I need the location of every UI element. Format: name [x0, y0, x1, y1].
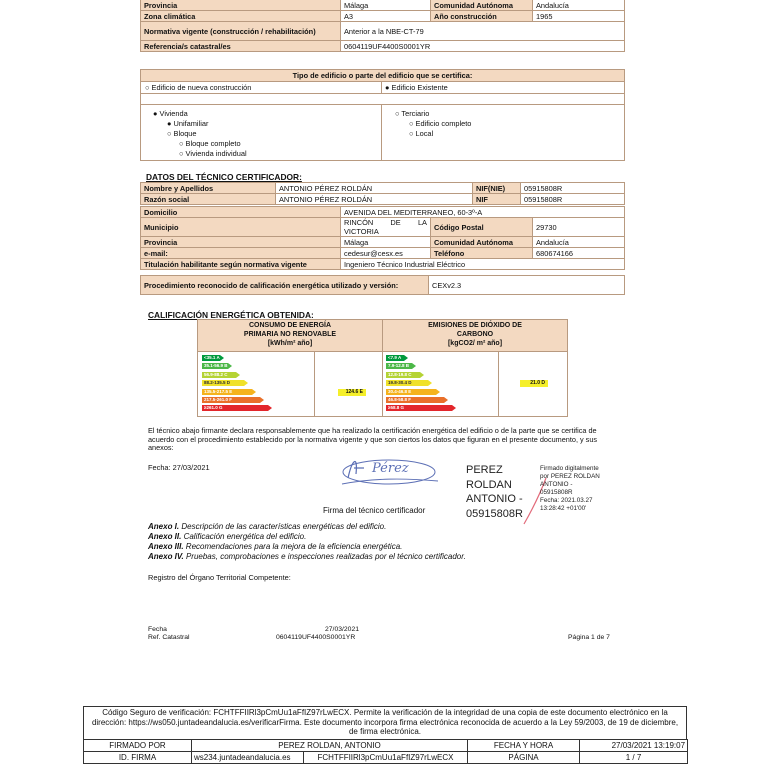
- building-data-table: [140, 0, 625, 52]
- referencia-value: 0604119UF4400S0001YR: [341, 41, 625, 52]
- verification-text: Código Seguro de verificación: FCHTFFIIRl3pCmUu1aFfIZ97rLwECX. Permite la verificación de la integridad de una copia de este documento electrónico en la dirección: https://ws050.juntadeandalucia.es/verificarFirma. Este documento incorpora firma electrónica reconocida de acuerdo a la Ley 59/2003, de 19 de diciembre, de firma electrónica.: [91, 708, 679, 736]
- digital-sign-line: 05915808R: [540, 489, 573, 496]
- consumo-unit: [kWh/m² año]: [267, 340, 313, 347]
- rating-grade-bar: 35.1-56.9 B: [204, 363, 228, 369]
- rating-grade-bar: 217.5-261.0 F: [202, 397, 260, 403]
- building-type-box: [140, 69, 625, 161]
- signer-line: 05915808R: [466, 507, 523, 520]
- municipio-label: Municipio: [141, 218, 341, 237]
- anexos-list: [148, 522, 466, 562]
- razon-label: Razón social: [141, 194, 276, 205]
- domicilio-value: AVENIDA DEL MEDITERRANEO, 60-3º-A: [341, 207, 625, 218]
- option-edificio-completo: ○ Edificio completo: [409, 119, 472, 128]
- id-firma-value: ws234.juntadeandalucia.es: [192, 752, 304, 764]
- normativa-value: Anterior a la NBE-CT-79: [341, 22, 625, 41]
- firmado-label: FIRMADO POR: [84, 740, 192, 752]
- comunidad-value: Andalucía: [533, 0, 625, 11]
- rating-grade-bar: 7.9-12.8 B: [386, 363, 412, 369]
- anio-value: 1965: [533, 11, 625, 22]
- rating-grade-bar: 135.5-217.5 E: [202, 389, 252, 395]
- emisiones-header-line1: EMISIONES DE DIÓXIDO DE: [428, 322, 522, 329]
- nombre-value: ANTONIO PÉREZ ROLDÁN: [276, 183, 473, 194]
- consumo-header-line2: PRIMARIA NO RENOVABLE: [243, 331, 337, 338]
- option-existente: ● Edificio Existente: [385, 83, 448, 92]
- tecnico-section-title: DATOS DEL TÉCNICO CERTIFICADOR:: [146, 172, 302, 182]
- titulacion-label: Titulación habilitante según normativa vigente: [141, 259, 341, 270]
- zona-value: A3: [341, 11, 431, 22]
- divider: [382, 320, 383, 416]
- rating-grade-bar: ≥261.0 G: [202, 405, 268, 411]
- rating-grade-bar: 30.4-46.8 E: [386, 389, 436, 395]
- signature-info-table: [83, 739, 688, 764]
- consumo-rating-marker: 124.6 E: [338, 389, 366, 396]
- footer-ref-value: 0604119UF4400S0001YR: [276, 634, 356, 641]
- email-value: cedesur@cesx.es: [341, 248, 431, 259]
- building-type-header: Tipo de edificio o parte del edificio que se certifica:: [141, 70, 624, 82]
- option-bloque-completo: ○ Bloque completo: [179, 139, 241, 148]
- comunidad-tec-label: Comunidad Autónoma: [431, 237, 533, 248]
- referencia-label: Referencia/s catastral/es: [141, 41, 341, 52]
- option-local: ○ Local: [409, 129, 434, 138]
- fecha-hora-label: FECHA Y HORA: [468, 740, 580, 752]
- building-new-row: [141, 82, 624, 94]
- consumo-scale: [202, 355, 312, 415]
- option-unifamiliar: ● Unifamiliar: [167, 119, 209, 128]
- rating-grade-bar: 56.9-88.2 C: [202, 372, 236, 378]
- comunidad-tec-value: Andalucía: [533, 237, 625, 248]
- anexo-item: Anexo II. Calificación energética del edificio.: [148, 532, 307, 541]
- pagina-value: 1 / 7: [580, 752, 688, 764]
- rating-grade-bar: 12.8-19.8 C: [386, 372, 420, 378]
- divider: [198, 351, 567, 352]
- id-firma-label: ID. FIRMA: [84, 752, 192, 764]
- nif-label: NIF: [473, 194, 521, 205]
- digital-sign-line: ANTONIO -: [540, 481, 573, 488]
- cp-label: Código Postal: [431, 218, 533, 237]
- telefono-value: 680674166: [533, 248, 625, 259]
- rating-grade-bar: <35.1 A: [204, 355, 220, 360]
- anio-label: Año construcción: [431, 11, 533, 22]
- procedimiento-table: [140, 275, 625, 295]
- option-vivienda-individual: ○ Vivienda individual: [179, 149, 247, 158]
- provincia-label: Provincia: [141, 0, 341, 11]
- rating-grade-bar: 88.2-135.5 D: [202, 380, 244, 386]
- divider: [381, 105, 382, 160]
- digital-sign-line: por PEREZ ROLDAN: [540, 473, 600, 480]
- rating-grade-bar: 19.8-30.4 D: [386, 380, 428, 386]
- domicilio-label: Domicilio: [141, 207, 341, 218]
- footer-fecha-value: 27/03/2021: [325, 626, 360, 633]
- footer-page: Página 1 de 7: [568, 634, 610, 641]
- anexo-item: Anexo I. Descripción de las características energéticas del edificio.: [148, 522, 387, 531]
- consumo-header-line1: CONSUMO DE ENERGÍA: [248, 322, 332, 329]
- signer-name-block: [466, 463, 523, 521]
- calificacion-section-title: CALIFICACIÓN ENERGÉTICA OBTENIDA:: [148, 310, 314, 320]
- tecnico-table-2: [140, 206, 625, 270]
- digital-sign-line: 13:28:42 +01'00': [540, 505, 587, 512]
- nifnie-label: NIF(NIE): [473, 183, 521, 194]
- emisiones-header-line2: CARBONO: [456, 331, 494, 338]
- consumo-header: [198, 320, 382, 351]
- provincia-value: Málaga: [341, 0, 431, 11]
- pagina-label: PÁGINA: [468, 752, 580, 764]
- titulacion-value: Ingeniero Técnico Industrial Eléctrico: [341, 259, 625, 270]
- building-spacer-row: [141, 94, 624, 105]
- provincia-tec-label: Provincia: [141, 237, 341, 248]
- divider: [314, 352, 315, 416]
- firmado-value: PEREZ ROLDAN, ANTONIO: [192, 740, 468, 752]
- verification-box: [83, 706, 687, 740]
- municipio-value: RINCÓN DE LA VICTORIA: [341, 218, 431, 237]
- firma-label: Firma del técnico certificador: [323, 506, 426, 515]
- email-label: e-mail:: [141, 248, 341, 259]
- provincia-tec-value: Málaga: [341, 237, 431, 248]
- normativa-label: Normativa vigente (construcción / rehabilitación): [141, 22, 341, 41]
- emisiones-rating-marker: 21.0 D: [520, 380, 548, 387]
- option-nueva: ○ Edificio de nueva construcción: [145, 83, 252, 92]
- digital-sign-line: Fecha: 2021.03.27: [540, 497, 593, 504]
- comunidad-label: Comunidad Autónoma: [431, 0, 533, 11]
- signer-line: ANTONIO -: [466, 493, 523, 505]
- emisiones-scale: [386, 355, 496, 415]
- cp-value: 29730: [533, 218, 625, 237]
- rating-grade-bar: <7.9 A: [386, 355, 404, 361]
- razon-value: ANTONIO PÉREZ ROLDÁN: [276, 194, 473, 205]
- signer-line: ROLDAN: [466, 478, 512, 491]
- digital-sign-block: [540, 465, 600, 513]
- anexo-item: Anexo IV. Pruebas, comprobaciones e inspecciones realizadas por el técnico certificador.: [148, 552, 466, 561]
- option-vivienda: ● Vivienda: [153, 109, 188, 118]
- signer-line: PEREZ: [466, 464, 503, 476]
- footer-fecha-label: Fecha: [148, 626, 167, 633]
- telefono-label: Teléfono: [431, 248, 533, 259]
- rating-grade-bar: ≥58.8 G: [386, 405, 452, 411]
- nif-value: 05915808R: [521, 194, 625, 205]
- emisiones-header: [383, 320, 567, 351]
- procedimiento-label: Procedimiento reconocido de calificación energética utilizado y versión:: [141, 276, 429, 295]
- emisiones-unit: [kgCO2/ m² año]: [447, 340, 503, 347]
- registro-text: Registro del Órgano Territorial Competente:: [148, 573, 291, 582]
- declaracion-text: El técnico abajo firmante declara responsablemente que ha realizado la certificación energética del edificio o de la parte que se certifica de acuerdo con el procedimiento establecido por la normativa vigente y que son ciertos los datos que figuran en el presente documento, y sus anexos:: [148, 426, 598, 452]
- rating-grade-bar: 46.8-58.8 F: [386, 397, 444, 403]
- digital-sign-line: Firmado digitalmente: [540, 465, 599, 472]
- anexo-item: Anexo III. Recomendaciones para la mejora de la eficiencia energética.: [148, 542, 403, 551]
- option-terciario: ○ Terciario: [395, 109, 430, 118]
- rating-box: [197, 319, 568, 417]
- option-bloque: ○ Bloque: [167, 129, 197, 138]
- fecha-hora-value: 27/03/2021 13:19:07: [580, 740, 688, 752]
- tecnico-table: [140, 182, 625, 205]
- procedimiento-value: CEXv2.3: [429, 276, 625, 295]
- svg-text:Pérez: Pérez: [372, 461, 409, 476]
- fecha-line: Fecha: 27/03/2021: [148, 463, 210, 472]
- zona-label: Zona climática: [141, 11, 341, 22]
- nifnie-value: 05915808R: [521, 183, 625, 194]
- code-value: FCHTFFIIRl3pCmUu1aFfIZ97rLwECX: [304, 752, 468, 764]
- divider: [498, 352, 499, 416]
- handwritten-signature: [334, 448, 444, 490]
- nombre-label: Nombre y Apellidos: [141, 183, 276, 194]
- footer-ref-label: Ref. Catastral: [148, 634, 190, 641]
- divider: [381, 82, 382, 93]
